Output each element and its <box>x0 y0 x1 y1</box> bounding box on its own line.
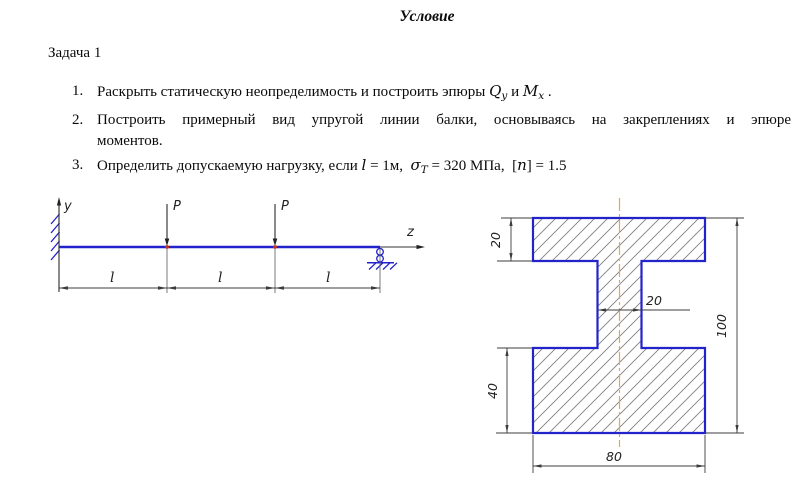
load-arrow-p2 <box>273 199 289 249</box>
page-title: Условие <box>399 8 455 25</box>
task-item-1 <box>72 81 791 107</box>
beam-diagram <box>40 188 430 300</box>
task-item-3 <box>72 155 791 181</box>
task-text: = 320 МПа, [ <box>427 158 518 174</box>
y-axis-arrowhead <box>57 197 61 206</box>
fixed-support-hatching <box>51 214 60 260</box>
task-item-2 <box>72 110 791 152</box>
dim-total-width-label: 80 <box>606 449 622 464</box>
span2-label: l <box>218 270 223 286</box>
dim-top-flange-height <box>488 218 513 261</box>
task-list <box>72 81 791 184</box>
cross-section-diagram <box>480 190 770 485</box>
math-l: l <box>361 156 367 174</box>
z-axis-arrowhead <box>417 245 426 249</box>
beam-extension-lines <box>167 249 380 293</box>
task-text: Определить допускаемую нагрузку, если <box>97 158 362 174</box>
dim-bottom-flange-height <box>485 348 509 433</box>
dim-total-height <box>714 218 739 433</box>
task-text: Раскрыть статическую неопределимость и построить эпюры <box>97 84 490 100</box>
math-sigma: σ <box>410 156 421 174</box>
load-p2-label: P <box>281 199 289 214</box>
z-axis-label: z <box>407 225 414 240</box>
dim-total-width <box>533 449 705 468</box>
task-text: ] = 1.5 <box>526 158 567 174</box>
math-q: Q <box>489 82 502 100</box>
task-text-line2: моментов. <box>97 133 163 149</box>
load-point-1 <box>165 245 169 249</box>
math-q-subscript: y <box>501 90 508 102</box>
dim-total-height-label: 100 <box>714 314 729 338</box>
task-text: = 1м, <box>366 158 411 174</box>
task-text: и <box>507 84 523 100</box>
problem-label: Задача 1 <box>48 45 102 61</box>
span3-label: l <box>326 270 331 286</box>
beam-dimension-line <box>59 270 380 290</box>
task-number: 2. <box>72 112 84 128</box>
task-number: 1. <box>72 83 84 99</box>
y-axis-label: y <box>64 199 72 214</box>
span1-label: l <box>110 270 115 286</box>
math-sigma-subscript: Т <box>420 164 428 176</box>
y-axis <box>57 197 72 292</box>
math-m: M <box>522 82 539 100</box>
task-number: 3. <box>72 157 84 173</box>
task-text: . <box>544 84 552 100</box>
roller-support <box>367 249 397 270</box>
z-axis <box>380 225 425 249</box>
load-arrow-p1 <box>165 199 181 249</box>
math-n: n <box>517 156 527 174</box>
dim-bottom-flange-label: 40 <box>485 383 500 399</box>
task-text-line1: Построить примерный вид упругой линии балки, основываясь на закреплениях и эпюре <box>97 112 791 128</box>
dim-web-width-label: 20 <box>646 293 662 308</box>
math-m-subscript: x <box>538 90 545 102</box>
dim-top-flange-label: 20 <box>488 232 503 248</box>
load-point-2 <box>273 245 277 249</box>
load-p1-label: P <box>173 199 181 214</box>
